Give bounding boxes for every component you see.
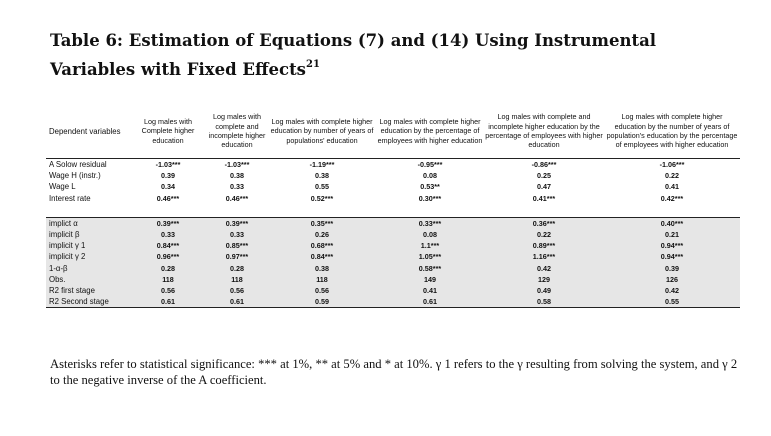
- table-cell: 0.28: [206, 263, 268, 274]
- table-row: [46, 170, 740, 181]
- group-spacer: [46, 204, 740, 218]
- table-cell: 0.84***: [130, 240, 206, 251]
- table-cell: 0.41: [376, 285, 484, 296]
- row-label: Interest rate: [49, 193, 91, 203]
- header-row: [46, 104, 740, 159]
- table-cell: 0.55: [315, 182, 329, 192]
- results-table: [46, 104, 740, 308]
- table-cell: 0.33: [130, 229, 206, 240]
- table-cell: 0.61: [130, 296, 206, 308]
- table-cell: 0.26: [268, 229, 376, 240]
- row-label: implicit γ 1: [46, 240, 130, 251]
- table-title-text: Table 6: Estimation of Equations (7) and (14) Using Instrumental Variables with Fixed Effects: [50, 31, 657, 79]
- table-cell: 0.61: [206, 296, 268, 308]
- table-cell: 0.42***: [660, 193, 684, 203]
- table-cell: 0.39: [604, 263, 740, 274]
- table-cell: 0.38: [315, 171, 329, 181]
- table-cell: 0.22: [665, 171, 679, 181]
- table-cell: 0.94***: [604, 251, 740, 262]
- column-header: Log males with complete and incomplete higher education: [206, 104, 268, 159]
- table-cell: -0.95***: [376, 159, 484, 171]
- row-label: implicit β: [46, 229, 130, 240]
- table-row: [46, 296, 740, 308]
- table-cell: 0.36***: [484, 217, 604, 229]
- dependent-variables-header: Dependent variables: [46, 104, 130, 159]
- table-cell: 0.56: [206, 285, 268, 296]
- table-cell: -1.03***: [130, 159, 206, 171]
- table-cell: 129: [484, 274, 604, 285]
- table-cell: 0.22: [484, 229, 604, 240]
- row-label: Obs.: [46, 274, 130, 285]
- table-cell: 0.38: [230, 171, 244, 181]
- table-cell: 0.42: [604, 285, 740, 296]
- table-cell: 149: [376, 274, 484, 285]
- table-cell: 1.1***: [376, 240, 484, 251]
- table-cell: -0.86***: [484, 159, 604, 171]
- row-label: R2 first stage: [46, 285, 130, 296]
- table-cell: 0.53**: [420, 182, 440, 192]
- table-cell: 0.68***: [268, 240, 376, 251]
- table-cell: 0.55: [604, 296, 740, 308]
- coefficients-group: [46, 159, 740, 204]
- table-cell: 118: [268, 274, 376, 285]
- table-row: [46, 229, 740, 240]
- table-cell: 0.08: [423, 171, 437, 181]
- table-cell: 0.25: [537, 171, 551, 181]
- table-cell: 0.30***: [418, 193, 442, 203]
- table-row: [46, 181, 740, 192]
- table-cell: 0.46***: [225, 193, 249, 203]
- table-cell: 0.34: [161, 182, 175, 192]
- table-cell: 0.56: [268, 285, 376, 296]
- table-cell: 0.56: [130, 285, 206, 296]
- table-cell: 0.85***: [206, 240, 268, 251]
- table-cell: 0.33: [206, 229, 268, 240]
- column-header: Log males with complete higher education by number of years of populations' education: [268, 104, 376, 159]
- table-cell: 0.21: [604, 229, 740, 240]
- table-cell: 0.59: [268, 296, 376, 308]
- table-row: [46, 193, 740, 204]
- column-header: Log males with complete higher education by the number of years of population's education by the percentage of employees with higher education: [604, 104, 740, 159]
- footnote-mark: 21: [305, 59, 320, 70]
- row-label: R2 Second stage: [46, 296, 130, 308]
- table-cell: 1.16***: [484, 251, 604, 262]
- table-cell: 0.35***: [268, 217, 376, 229]
- table-row: [46, 217, 740, 229]
- row-label: Wage L: [49, 182, 76, 192]
- table-cell: 0.49: [484, 285, 604, 296]
- table-row: [46, 285, 740, 296]
- table-cell: 126: [604, 274, 740, 285]
- table-cell: 0.94***: [604, 240, 740, 251]
- table-cell: 0.61: [376, 296, 484, 308]
- table-cell: 0.41: [665, 182, 679, 192]
- table-cell: 0.58: [484, 296, 604, 308]
- table-cell: 0.47: [537, 182, 551, 192]
- table-cell: -1.19***: [268, 159, 376, 171]
- implied-parameters-group: [46, 217, 740, 308]
- table-cell: 0.39***: [206, 217, 268, 229]
- table-cell: 0.42: [484, 263, 604, 274]
- table-row: [46, 263, 740, 274]
- table-row: [46, 251, 740, 262]
- column-header: Log males with complete and incomplete higher education by the percentage of employees with higher education: [484, 104, 604, 159]
- table-cell: -1.03***: [206, 159, 268, 171]
- table-cell: 118: [130, 274, 206, 285]
- row-label: implicit γ 2: [46, 251, 130, 262]
- table-cell: 0.89***: [484, 240, 604, 251]
- table-row: [46, 274, 740, 285]
- column-header: Log males with Complete higher education: [130, 104, 206, 159]
- table-cell: 1.05***: [376, 251, 484, 262]
- table-cell: 0.38: [268, 263, 376, 274]
- table-cell: 0.28: [130, 263, 206, 274]
- table-header: [46, 104, 740, 159]
- table-cell: 0.39***: [130, 217, 206, 229]
- table-cell: 0.96***: [130, 251, 206, 262]
- table-title: [50, 26, 730, 84]
- table-cell: 0.52***: [310, 193, 334, 203]
- table-cell: 0.46***: [156, 193, 180, 203]
- table-cell: 0.58***: [376, 263, 484, 274]
- row-label: implict α: [46, 217, 130, 229]
- table-cell: 0.33***: [376, 217, 484, 229]
- row-label: Wage H (instr.): [49, 171, 101, 181]
- table-row: [46, 240, 740, 251]
- table-cell: 0.33: [230, 182, 244, 192]
- table-cell: 0.84***: [268, 251, 376, 262]
- column-header: Log males with complete higher education by the percentage of employees with higher education: [376, 104, 484, 159]
- table-cell: -1.06***: [604, 159, 740, 171]
- table-cell: 0.08: [376, 229, 484, 240]
- table-cell: 118: [206, 274, 268, 285]
- table-cell: 0.39: [161, 171, 175, 181]
- table-cell: 0.41***: [532, 193, 556, 203]
- table-cell: 0.97***: [206, 251, 268, 262]
- row-label: 1-α-β: [46, 263, 130, 274]
- row-label: A Solow residual: [46, 159, 130, 171]
- table-note: Asterisks refer to statistical significance: *** at 1%, ** at 5% and * at 10%. γ 1 refers to the γ resulting from solving the system, and γ 2 to the negative inverse of the A coefficient.: [50, 357, 738, 387]
- table-row: [46, 159, 740, 171]
- table-cell: 0.40***: [604, 217, 740, 229]
